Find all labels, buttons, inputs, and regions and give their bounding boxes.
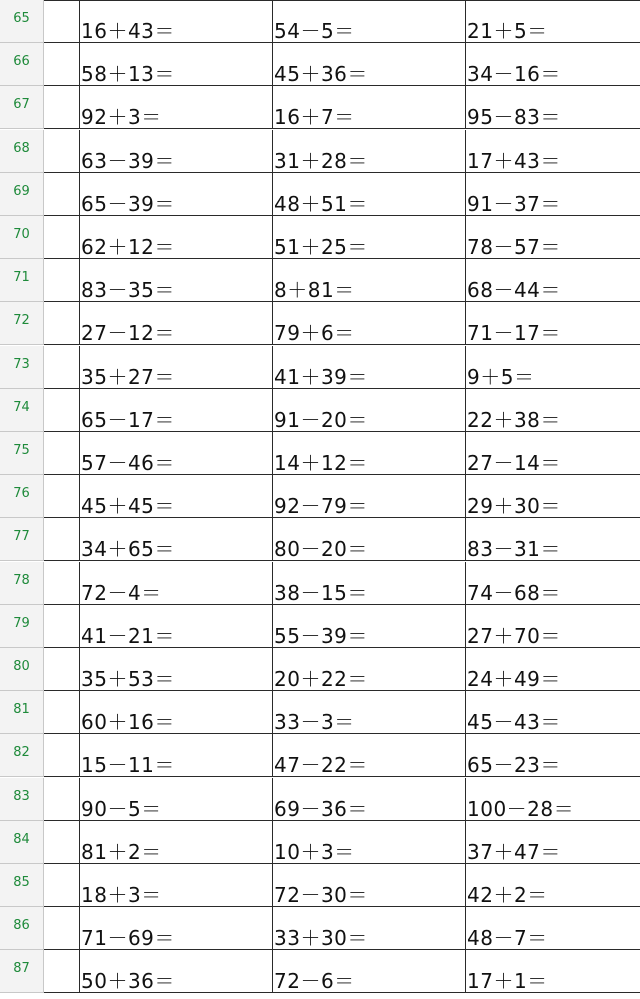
arithmetic-problem-cell[interactable]: 95－83＝ (467, 105, 561, 130)
empty-cell[interactable] (44, 562, 80, 605)
arithmetic-problem-cell[interactable]: 14＋12＝ (273, 432, 466, 475)
arithmetic-problem-cell[interactable]: 33＋30＝ (273, 907, 466, 950)
arithmetic-problem-cell[interactable]: 69－36＝ (273, 778, 466, 821)
table-row (0, 173, 640, 216)
arithmetic-problem-cell[interactable]: 41－21＝ (80, 605, 273, 648)
arithmetic-problem-cell[interactable]: 41＋39＝ (273, 346, 466, 389)
arithmetic-problem-cell[interactable]: 35＋53＝ (80, 648, 273, 691)
table-row (0, 907, 640, 950)
row-number-header[interactable]: 86 (0, 907, 44, 950)
arithmetic-problem-cell[interactable]: 54－5＝ (273, 0, 466, 43)
row-number-header[interactable]: 74 (0, 389, 44, 432)
empty-cell[interactable] (44, 302, 80, 345)
arithmetic-problem-cell[interactable]: 72－30＝ (273, 864, 466, 907)
arithmetic-problem-cell[interactable]: 17＋43＝ (467, 148, 561, 173)
row-number-header[interactable]: 67 (0, 86, 44, 129)
table-row (0, 648, 640, 691)
empty-cell[interactable] (44, 821, 80, 864)
arithmetic-problem-cell[interactable]: 90－5＝ (80, 778, 273, 821)
arithmetic-problem-cell[interactable]: 17＋1＝ (467, 969, 548, 994)
table-row (0, 346, 640, 389)
empty-cell[interactable] (44, 0, 80, 43)
table-row (0, 821, 640, 864)
arithmetic-problem-cell[interactable]: 33－3＝ (273, 691, 466, 734)
empty-cell[interactable] (44, 346, 80, 389)
table-row (0, 389, 640, 432)
arithmetic-problem-cell[interactable]: 45＋36＝ (273, 43, 466, 86)
arithmetic-problem-cell[interactable]: 83－31＝ (467, 537, 561, 562)
arithmetic-problem-cell[interactable]: 21＋5＝ (467, 19, 548, 43)
arithmetic-problem-cell[interactable]: 48－7＝ (467, 926, 548, 951)
arithmetic-problem-cell[interactable]: 45＋45＝ (80, 475, 273, 518)
table-row (0, 475, 640, 518)
empty-cell[interactable] (44, 691, 80, 734)
arithmetic-problem-cell[interactable]: 83－35＝ (80, 259, 273, 302)
empty-cell[interactable] (44, 86, 80, 129)
arithmetic-problem-cell[interactable]: 57－46＝ (80, 432, 273, 475)
arithmetic-problem-cell[interactable]: 65－39＝ (80, 173, 273, 216)
arithmetic-problem-cell[interactable]: 9＋5＝ (467, 364, 535, 389)
empty-cell[interactable] (44, 907, 80, 950)
arithmetic-problem-cell[interactable]: 51＋25＝ (273, 216, 466, 259)
arithmetic-problem-cell[interactable]: 45－43＝ (467, 710, 561, 735)
row-number-header[interactable]: 79 (0, 605, 44, 648)
arithmetic-problem-cell[interactable]: 27－14＝ (467, 451, 561, 475)
row-number-header[interactable]: 72 (0, 302, 44, 345)
table-row (0, 302, 640, 345)
empty-cell[interactable] (44, 389, 80, 432)
empty-cell[interactable] (44, 475, 80, 518)
table-row (0, 259, 640, 302)
row-number-header[interactable]: 73 (0, 346, 44, 389)
arithmetic-problem-cell[interactable]: 27－12＝ (80, 302, 273, 345)
empty-cell[interactable] (44, 43, 80, 86)
arithmetic-problem-cell[interactable]: 15－11＝ (80, 734, 273, 777)
arithmetic-problem-cell[interactable]: 92－79＝ (273, 475, 466, 518)
arithmetic-problem-cell[interactable]: 27＋70＝ (467, 623, 561, 648)
table-row (0, 864, 640, 907)
arithmetic-problem-cell[interactable]: 55－39＝ (273, 605, 466, 648)
arithmetic-problem-cell[interactable]: 42＋2＝ (467, 883, 548, 907)
arithmetic-problem-cell[interactable]: 48＋51＝ (273, 173, 466, 216)
arithmetic-problem-cell[interactable]: 71－69＝ (80, 907, 273, 950)
row-number-header[interactable]: 71 (0, 259, 44, 302)
arithmetic-problem-cell[interactable]: 10＋3＝ (273, 821, 466, 864)
empty-cell[interactable] (44, 130, 80, 173)
row-number-header[interactable]: 75 (0, 432, 44, 475)
arithmetic-problem-cell[interactable]: 71－17＝ (467, 321, 561, 346)
table-row (0, 605, 640, 648)
table-row (0, 216, 640, 259)
table-row (0, 778, 640, 821)
row-number-header[interactable]: 68 (0, 130, 44, 173)
row-number-header[interactable]: 85 (0, 864, 44, 907)
empty-cell[interactable] (44, 432, 80, 475)
arithmetic-problem-cell[interactable]: 62＋12＝ (80, 216, 273, 259)
arithmetic-problem-cell[interactable]: 58＋13＝ (80, 43, 273, 86)
table-row (0, 86, 640, 129)
arithmetic-problem-cell[interactable]: 63－39＝ (80, 130, 273, 173)
table-row (0, 130, 640, 173)
arithmetic-problem-cell[interactable]: 8＋81＝ (273, 259, 466, 302)
empty-cell[interactable] (44, 605, 80, 648)
arithmetic-problem-cell[interactable]: 34＋65＝ (80, 518, 273, 561)
row-number-header[interactable]: 82 (0, 734, 44, 777)
row-number-header[interactable]: 84 (0, 821, 44, 864)
row-number-header[interactable]: 65 (0, 0, 44, 43)
empty-cell[interactable] (44, 648, 80, 691)
arithmetic-problem-cell[interactable]: 38－15＝ (273, 562, 466, 605)
empty-cell[interactable] (44, 518, 80, 561)
row-number-header[interactable]: 87 (0, 950, 44, 993)
table-row (0, 562, 640, 605)
row-number-header[interactable]: 81 (0, 691, 44, 734)
arithmetic-problem-cell[interactable]: 91－37＝ (467, 191, 561, 216)
empty-cell[interactable] (44, 259, 80, 302)
row-number-header[interactable]: 78 (0, 562, 44, 605)
arithmetic-problem-cell[interactable]: 78－57＝ (467, 235, 561, 259)
table-row (0, 691, 640, 734)
arithmetic-problem-cell[interactable]: 74－68＝ (467, 580, 561, 605)
row-number-header[interactable]: 66 (0, 43, 44, 86)
empty-cell[interactable] (44, 950, 80, 993)
arithmetic-problem-cell[interactable]: 35＋27＝ (80, 346, 273, 389)
table-row (0, 432, 640, 475)
arithmetic-problem-cell[interactable]: 34－16＝ (467, 62, 561, 87)
table-row (0, 950, 640, 993)
row-number-header[interactable]: 80 (0, 648, 44, 691)
arithmetic-problem-cell[interactable]: 72－6＝ (273, 950, 466, 993)
arithmetic-problem-cell[interactable]: 79＋6＝ (273, 302, 466, 345)
row-number-header[interactable]: 69 (0, 173, 44, 216)
arithmetic-problem-cell[interactable]: 80－20＝ (273, 518, 466, 561)
arithmetic-problem-cell[interactable]: 50＋36＝ (80, 950, 273, 993)
table-row (0, 0, 640, 43)
arithmetic-problem-cell[interactable]: 37＋47＝ (467, 839, 561, 864)
arithmetic-problem-cell[interactable]: 65－17＝ (80, 389, 273, 432)
table-row (0, 734, 640, 777)
empty-cell[interactable] (44, 173, 80, 216)
arithmetic-problem-cell[interactable]: 65－23＝ (467, 753, 561, 778)
arithmetic-problem-cell[interactable]: 81＋2＝ (80, 821, 273, 864)
empty-cell[interactable] (44, 864, 80, 907)
arithmetic-problem-cell[interactable]: 31＋28＝ (273, 130, 466, 173)
table-row (0, 518, 640, 561)
row-number-header[interactable]: 77 (0, 518, 44, 561)
empty-cell[interactable] (44, 216, 80, 259)
arithmetic-problem-cell[interactable]: 68－44＝ (467, 278, 561, 303)
arithmetic-problem-cell[interactable]: 22＋38＝ (467, 407, 561, 432)
arithmetic-problem-cell[interactable]: 29＋30＝ (467, 494, 561, 519)
arithmetic-problem-cell[interactable]: 72－4＝ (80, 562, 273, 605)
arithmetic-problem-cell[interactable]: 18＋3＝ (80, 864, 273, 907)
arithmetic-problem-cell[interactable]: 47－22＝ (273, 734, 466, 777)
row-number-header[interactable]: 83 (0, 778, 44, 821)
arithmetic-problem-cell[interactable]: 100－28＝ (467, 796, 575, 821)
arithmetic-problem-cell[interactable]: 16＋43＝ (80, 0, 273, 43)
table-row (0, 43, 640, 86)
row-number-header[interactable]: 76 (0, 475, 44, 518)
arithmetic-problem-cell[interactable]: 92＋3＝ (80, 86, 273, 129)
arithmetic-problem-cell[interactable]: 60＋16＝ (80, 691, 273, 734)
arithmetic-problem-cell[interactable]: 16＋7＝ (273, 86, 466, 129)
row-number-header[interactable]: 70 (0, 216, 44, 259)
arithmetic-problem-cell[interactable]: 24＋49＝ (467, 667, 561, 691)
empty-cell[interactable] (44, 778, 80, 821)
arithmetic-problem-cell[interactable]: 91－20＝ (273, 389, 466, 432)
empty-cell[interactable] (44, 734, 80, 777)
arithmetic-problem-cell[interactable]: 20＋22＝ (273, 648, 466, 691)
